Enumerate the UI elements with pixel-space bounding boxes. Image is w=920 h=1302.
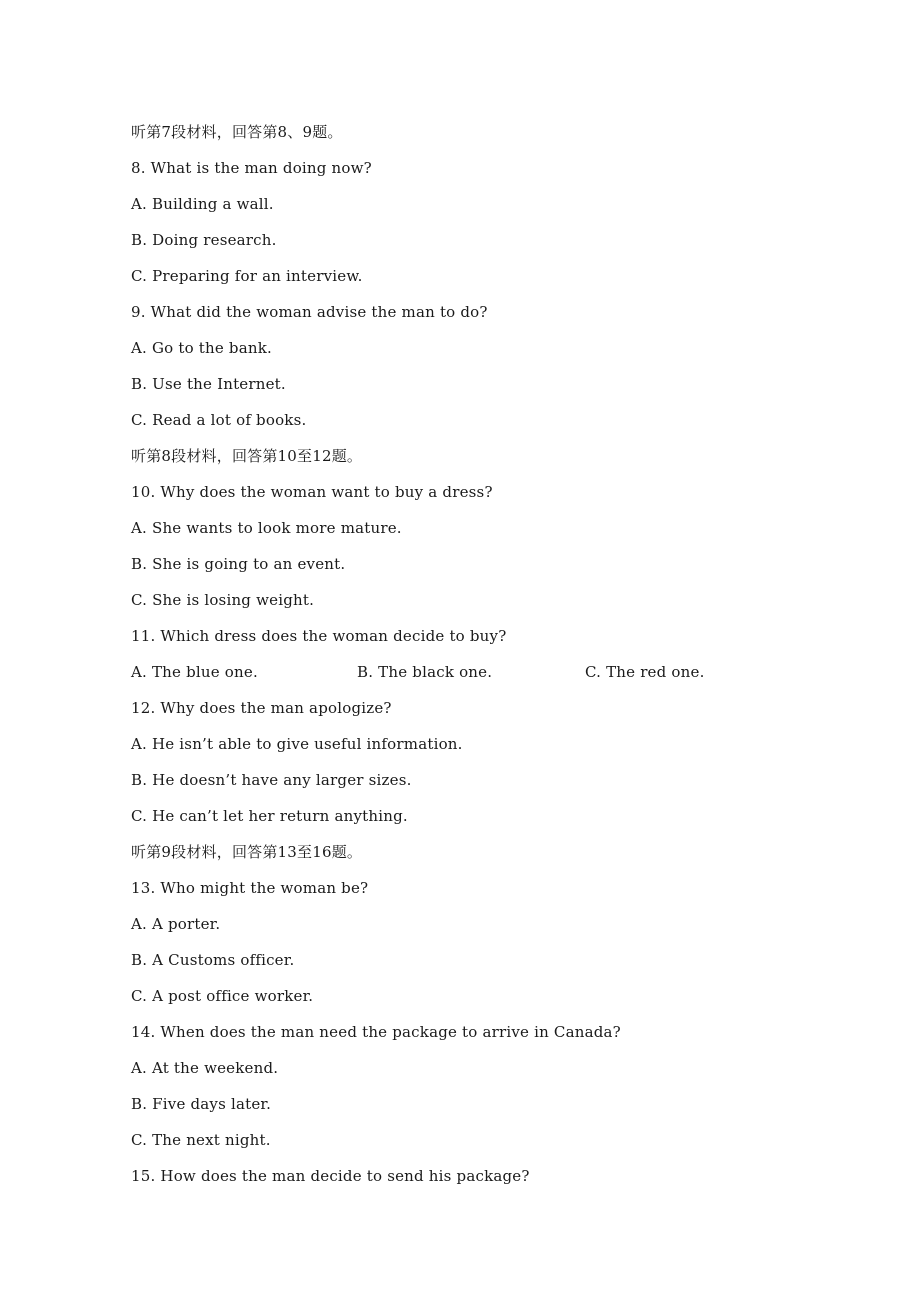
option-11b: B. The black one. bbox=[357, 663, 493, 681]
option-8c: C. Preparing for an interview. bbox=[131, 267, 363, 285]
option-12c: C. He can’t let her return anything. bbox=[131, 807, 408, 825]
option-13c: C. A post office worker. bbox=[131, 987, 314, 1005]
question-14: 14. When does the man need the package to arrive in Canada? bbox=[131, 1023, 621, 1041]
option-10b: B. She is going to an event. bbox=[131, 555, 346, 573]
section-heading-8: 听第8段材料，回答第10至12题。 bbox=[131, 447, 363, 465]
option-13b: B. A Customs officer. bbox=[131, 951, 295, 969]
option-14c: C. The next night. bbox=[131, 1131, 271, 1149]
option-11a: A. The blue one. bbox=[131, 663, 258, 681]
option-9b: B. Use the Internet. bbox=[131, 375, 286, 393]
option-9c: C. Read a lot of books. bbox=[131, 411, 307, 429]
question-9: 9. What did the woman advise the man to do? bbox=[131, 303, 488, 321]
question-13: 13. Who might the woman be? bbox=[131, 879, 369, 897]
question-15: 15. How does the man decide to send his package? bbox=[131, 1167, 530, 1185]
option-10a: A. She wants to look more mature. bbox=[131, 519, 402, 537]
option-12a: A. He isn’t able to give useful information. bbox=[131, 735, 463, 753]
option-13a: A. A porter. bbox=[131, 915, 221, 933]
question-10: 10. Why does the woman want to buy a dress? bbox=[131, 483, 493, 501]
section-heading-9: 听第9段材料，回答第13至16题。 bbox=[131, 843, 363, 861]
option-8b: B. Doing research. bbox=[131, 231, 277, 249]
option-11c: C. The red one. bbox=[585, 663, 705, 681]
option-12b: B. He doesn’t have any larger sizes. bbox=[131, 771, 412, 789]
option-14b: B. Five days later. bbox=[131, 1095, 272, 1113]
option-9a: A. Go to the bank. bbox=[131, 339, 272, 357]
option-14a: A. At the weekend. bbox=[131, 1059, 279, 1077]
question-8: 8. What is the man doing now? bbox=[131, 159, 372, 177]
option-10c: C. She is losing weight. bbox=[131, 591, 315, 609]
section-heading-7: 听第7段材料，回答第8、9题。 bbox=[131, 123, 343, 141]
option-8a: A. Building a wall. bbox=[131, 195, 274, 213]
question-12: 12. Why does the man apologize? bbox=[131, 699, 392, 717]
question-11: 11. Which dress does the woman decide to buy? bbox=[131, 627, 507, 645]
